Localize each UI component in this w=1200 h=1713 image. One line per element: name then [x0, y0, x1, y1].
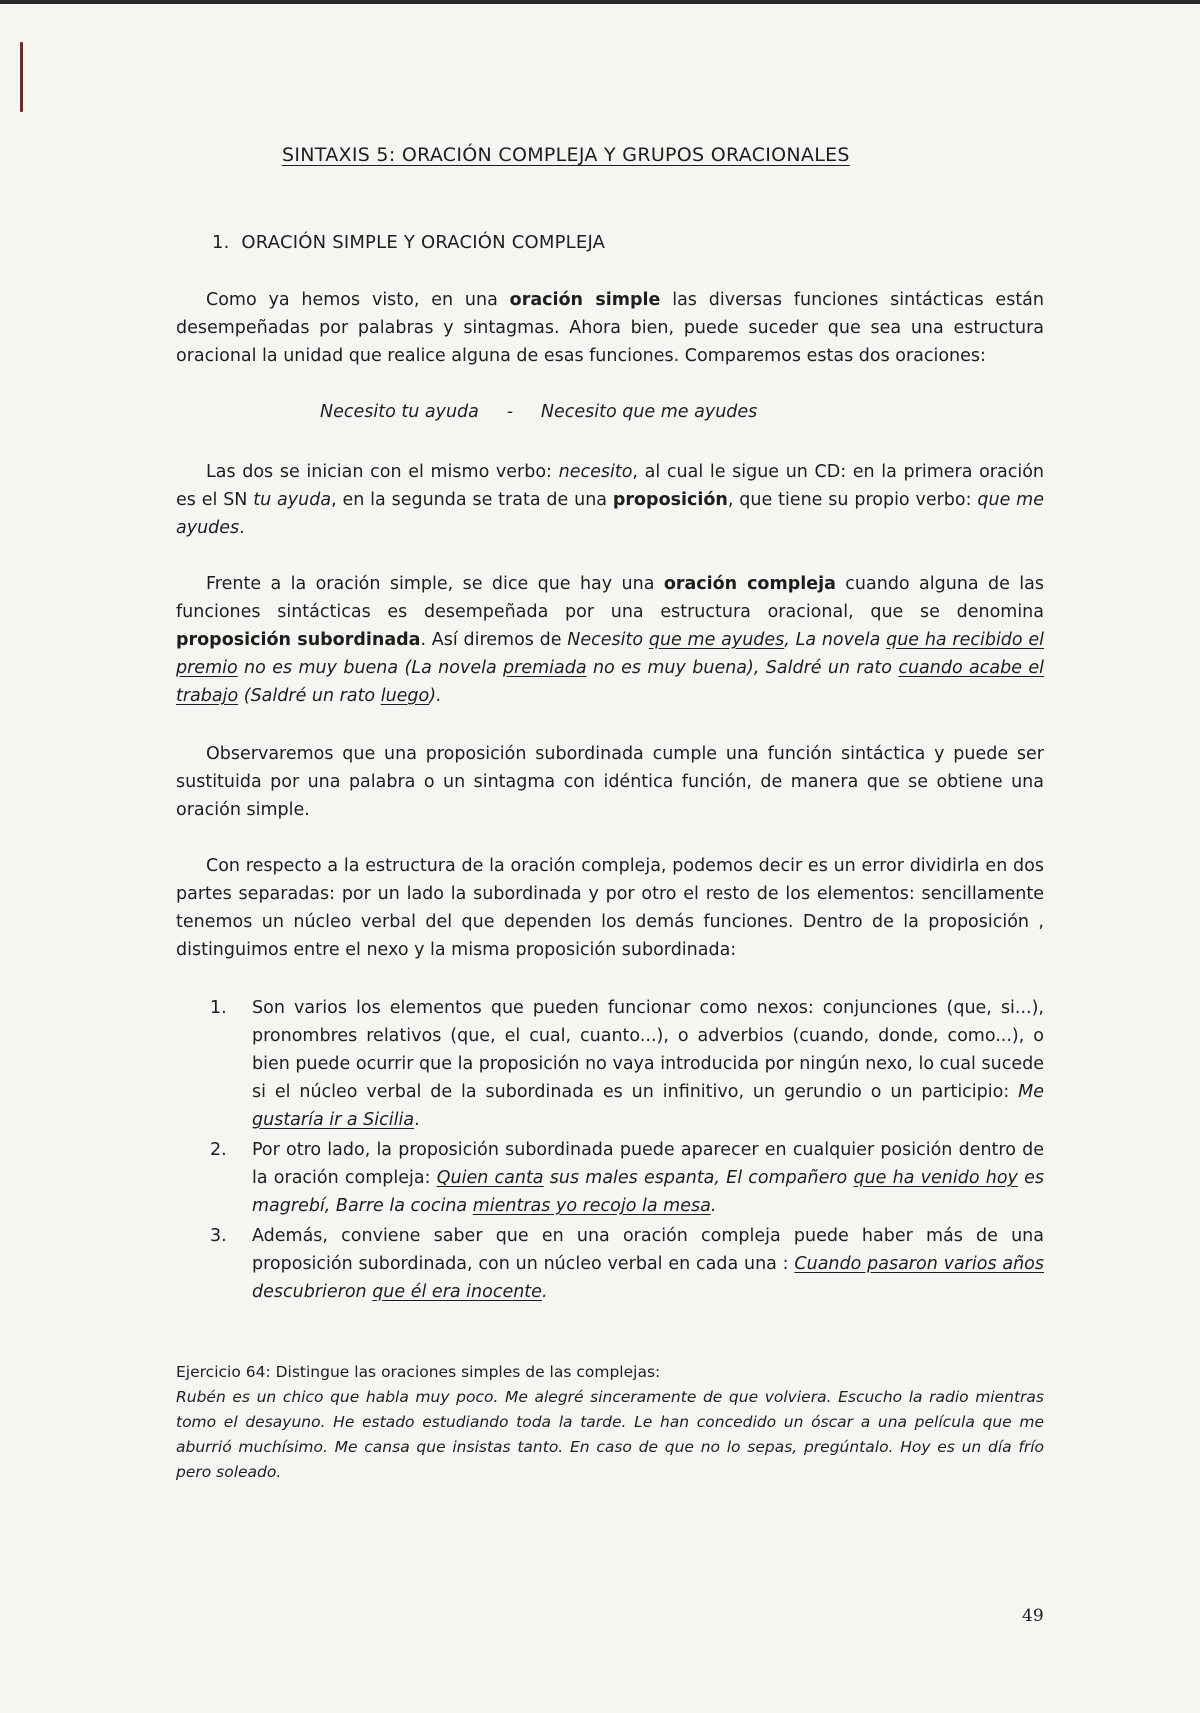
- paragraph-5: Con respecto a la estructura de la oración compleja, podemos decir es un error dividirla en dos partes separadas: por un lado la subordinada y por otro el resto de los elementos: sencillamente tenemos un núcleo verbal del que dependen los demás funciones. Dentro de la proposición , distinguimos entre el nexo y la misma proposición subordinada:: [176, 856, 1044, 960]
- page-title: SINTAXIS 5: ORACIÓN COMPLEJA Y GRUPOS ORACIONALES: [282, 144, 850, 166]
- paragraph-1: Como ya hemos visto, en una oración simple las diversas funciones sintácticas están desempeñadas por palabras y sintagmas. Ahora bien, puede suceder que sea una estructura oracional la unidad que realice alguna de esas funciones. Comparemos estas dos oraciones:: [176, 290, 1044, 366]
- paragraph-2: Las dos se inician con el mismo verbo: necesito, al cual le sigue un CD: en la primera oración es el SN tu ayuda, en la segunda se trata de una proposición, que tiene su propio verbo: que me ayudes.: [176, 462, 1045, 538]
- scan-edge: [0, 0, 1200, 4]
- list-item: 2. Por otro lado, la proposición subordinada puede aparecer en cualquier posición dentro de la oración compleja: Quien canta sus males espanta, El compañero que ha venido hoy es magrebí, Barre la cocina mientras yo recojo la mesa.: [210, 1140, 1045, 1216]
- exercise-block: [176, 1360, 1044, 1485]
- list-item: 3. Además, conviene saber que en una oración compleja puede haber más de una proposición subordinada, con un núcleo verbal en cada una : Cuando pasaron varios años descubrieron que él era inocente.: [210, 1226, 1044, 1302]
- scan-mark: [20, 42, 23, 112]
- example-sentences: [320, 402, 757, 422]
- exercise-label: Ejercicio 64: Distingue las oraciones simples de las complejas:: [176, 1363, 661, 1381]
- section-title: ORACIÓN SIMPLE Y ORACIÓN COMPLEJA: [241, 232, 606, 253]
- page-number: 49: [1022, 1606, 1044, 1626]
- list-item: 1. Son varios los elementos que pueden funcionar como nexos: conjunciones (que, si...), pronombres relativos (que, el cual, cuanto...), o adverbios (cuando, donde, como...), o bien puede ocurrir que la proposición no vaya introducida por ningún nexo, lo cual sucede si el núcleo verbal de la subordinada es un infinitivo, un gerundio o un participio: Me gustaría ir a Sicilia.: [210, 998, 1044, 1130]
- example-left: Necesito tu ayuda: [320, 402, 479, 422]
- paragraph-4: Observaremos que una proposición subordinada cumple una función sintáctica y puede ser sustituida por una palabra o un sintagma con idéntica función, de manera que se obtiene una oración simple.: [176, 744, 1044, 820]
- section-heading: [212, 232, 605, 253]
- example-separator: -: [506, 402, 514, 422]
- exercise-sentences: Rubén es un chico que habla muy poco. Me alegré sinceramente de que volviera. Escucho la radio mientras tomo el desayuno. He estado estudiando toda la tarde. Le han concedido un óscar a una película que me aburrió muchísimo. Me cansa que insistas tanto. En caso de que no lo sepas, pregúntalo. Hoy es un día frío pero soleado.: [176, 1388, 1044, 1481]
- example-right: Necesito que me ayudes: [540, 402, 758, 422]
- nexus-list: [210, 994, 1044, 1308]
- paragraph-3: Frente a la oración simple, se dice que hay una oración compleja cuando alguna de las funciones sintácticas es desempeñada por una estructura oracional, que se denomina proposición subordinada. Así diremos de Necesito que me ayudes, La novela que ha recibido el premio no es muy buena (La novela premiada no es muy buena), Saldré un rato cuando acabe el trabajo (Saldré un rato luego).: [176, 574, 1045, 706]
- section-number: 1.: [212, 232, 230, 253]
